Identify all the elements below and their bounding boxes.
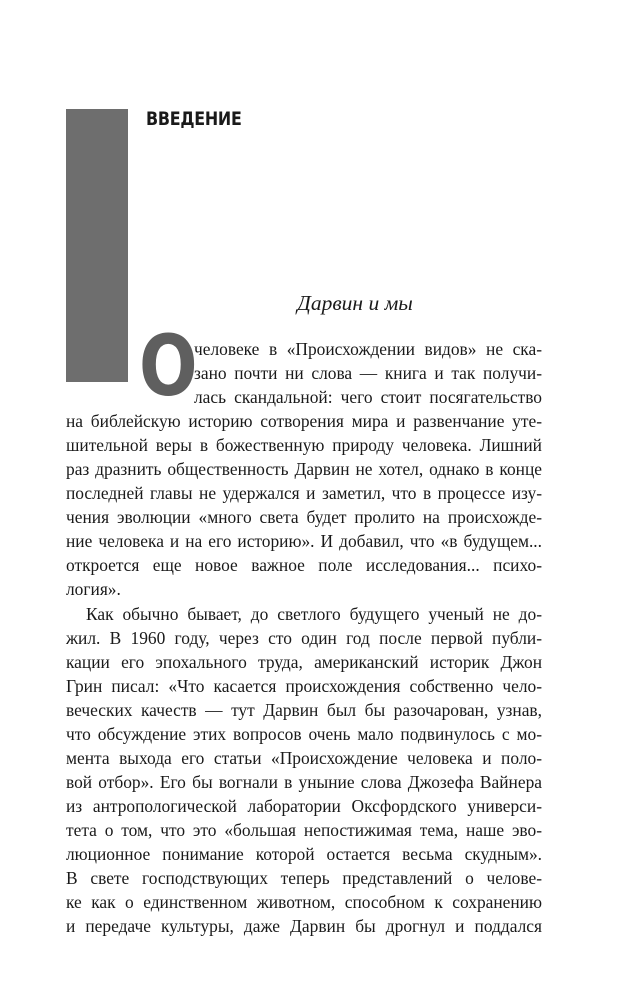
- text-line: лась скандальной: чего стоит посягательство: [194, 387, 542, 408]
- text-line: ке как о единственном животном, способном к сохранению: [66, 892, 542, 913]
- text-line: тета о том, что это «большая непостижимая тема, наше эво-: [66, 819, 542, 840]
- body-text: [66, 337, 542, 938]
- text-line: вой отбор». Его бы вогнали в уныние слова Джозефа Вайнера: [66, 771, 542, 792]
- text-line: мента выхода его статьи «Происхождение человека и поло-: [66, 747, 542, 768]
- text-line: на библейскую историю сотворения мира и развенчание уте-: [66, 411, 542, 432]
- text-line: ние человека и на его историю». И добавил, что «в будущем...: [66, 531, 542, 552]
- text-line: Как обычно бывает, до светлого будущего ученый не до-: [86, 603, 542, 624]
- drop-cap: О: [139, 317, 198, 415]
- text-line: кации его эпохального труда, американский историк Джон: [66, 651, 542, 672]
- text-line: логия».: [66, 579, 121, 600]
- text-line: чения эволюции «много света будет пролито на происхожде-: [66, 507, 542, 528]
- text-line: последней главы не удержался и заметил, что в процессе изу-: [66, 483, 542, 504]
- text-line: человеке в «Происхождении видов» не ска-: [194, 339, 542, 359]
- paragraph-1: [66, 337, 542, 602]
- text-line: жил. В 1960 году, через сто один год после первой публи-: [66, 627, 542, 648]
- text-line: Грин писал: «Что касается происхождения собственно чело-: [66, 675, 542, 696]
- paragraph-2: [66, 602, 542, 939]
- text-line: веческих качеств — тут Дарвин был бы разочарован, узнав,: [66, 699, 542, 720]
- text-line: откроется еще новое важное поле исследования... психо-: [66, 555, 542, 576]
- text-line: что обсуждение этих вопросов очень мало подвинулось с мо-: [66, 723, 542, 744]
- text-line: из антропологической лаборатории Оксфордского универси-: [66, 795, 542, 816]
- text-line: раз дразнить общественность Дарвин не хотел, однако в конце: [66, 459, 542, 480]
- chapter-title: ВВЕДЕНИЕ: [146, 109, 242, 130]
- text-line: и передаче культуры, даже Дарвин бы дрогнул и поддался: [66, 916, 542, 937]
- text-line: В свете господствующих теперь представлений о челове-: [66, 868, 542, 889]
- text-line: люционное понимание которой остается весьма скудным».: [66, 843, 542, 864]
- section-title: Дарвин и мы: [297, 291, 413, 315]
- text-line: шительной веры в божественную природу человека. Лишний: [66, 435, 542, 456]
- text-line: зано почти ни слова — книга и так получи-: [194, 363, 542, 384]
